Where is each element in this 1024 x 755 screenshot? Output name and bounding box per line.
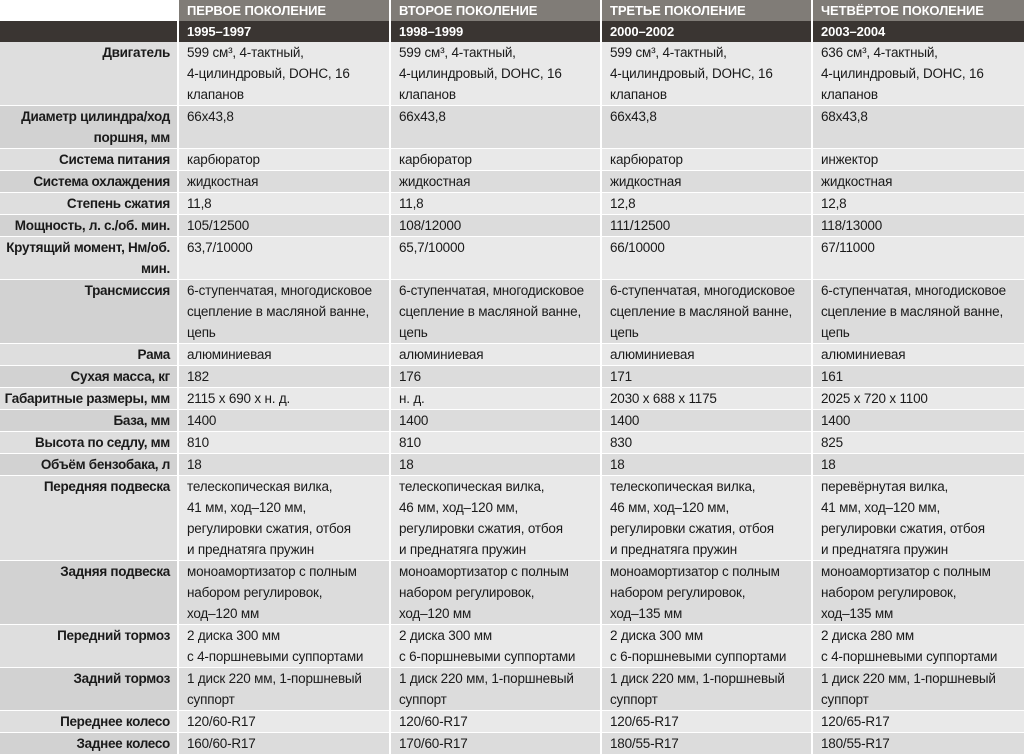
row-label: Задняя подвеска [0,561,178,625]
generation-3-value: 12,8 [601,193,812,215]
generation-3-value: 830 [601,432,812,454]
generation-1-value: 160/60-R17 [178,733,390,755]
generation-2-value: жидкостная [390,171,601,193]
table-row [0,344,1024,366]
generation-1-value: моноамортизатор с полным набором регулировок, ход–120 мм [178,561,390,625]
generation-4-years: 2003–2004 [812,21,1024,42]
row-label: Мощность, л. с./об. мин. [0,215,178,237]
generation-3-value: карбюратор [601,149,812,171]
table-row [0,454,1024,476]
generation-2-value: 66x43,8 [390,106,601,149]
spec-table-body [0,42,1024,755]
generation-4-value: 180/55-R17 [812,733,1024,755]
row-label: Диаметр цилиндра/ход поршня, мм [0,106,178,149]
generation-3-value: 1400 [601,410,812,432]
generation-1-value: телескопическая вилка, 41 мм, ход–120 мм, регулировки сжатия, отбоя и преднатяга пружин [178,476,390,561]
row-label: База, мм [0,410,178,432]
row-label: Трансмиссия [0,280,178,344]
generation-3-value: жидкостная [601,171,812,193]
generation-3-value: 18 [601,454,812,476]
years-corner [0,21,178,42]
table-row [0,733,1024,755]
generation-4-value: 1400 [812,410,1024,432]
generation-3-value: 1 диск 220 мм, 1-поршневый суппорт [601,668,812,711]
row-label: Сухая масса, кг [0,366,178,388]
generation-4-value: алюминиевая [812,344,1024,366]
generation-4-value: 68x43,8 [812,106,1024,149]
generation-1-value: 182 [178,366,390,388]
generation-1-value: алюминиевая [178,344,390,366]
table-row [0,432,1024,454]
generation-1-value: 18 [178,454,390,476]
years-header-row [0,21,1024,42]
generation-4-value: 12,8 [812,193,1024,215]
generation-1-title: ПЕРВОЕ ПОКОЛЕНИЕ [178,0,390,21]
generation-2-value: 170/60-R17 [390,733,601,755]
generation-4-value: 6-ступенчатая, многодисковое сцепление в масляной ванне, цепь [812,280,1024,344]
table-row [0,476,1024,561]
generation-4-value: 636 см³, 4-тактный, 4-цилиндровый, DOHC, 16 клапанов [812,42,1024,106]
row-label: Система охлаждения [0,171,178,193]
generation-1-years: 1995–1997 [178,21,390,42]
generation-2-value: 599 см³, 4-тактный, 4-цилиндровый, DOHC, 16 клапанов [390,42,601,106]
table-row [0,410,1024,432]
row-label: Передняя подвеска [0,476,178,561]
generation-1-value: 66x43,8 [178,106,390,149]
generation-3-value: 120/65-R17 [601,711,812,733]
row-label: Задний тормоз [0,668,178,711]
generation-3-value: 599 см³, 4-тактный, 4-цилиндровый, DOHC, 16 клапанов [601,42,812,106]
generation-2-value: 2 диска 300 мм с 6-поршневыми суппортами [390,625,601,668]
row-label: Крутящий момент, Нм/об. мин. [0,237,178,280]
generation-2-title: ВТОРОЕ ПОКОЛЕНИЕ [390,0,601,21]
generation-2-value: 1 диск 220 мм, 1-поршневый суппорт [390,668,601,711]
generation-1-value: 1 диск 220 мм, 1-поршневый суппорт [178,668,390,711]
generation-4-value: 2025 x 720 x 1100 [812,388,1024,410]
row-label: Переднее колесо [0,711,178,733]
generation-1-value: 1400 [178,410,390,432]
generation-2-value: карбюратор [390,149,601,171]
generation-2-value: 18 [390,454,601,476]
table-row [0,171,1024,193]
generation-4-value: инжектор [812,149,1024,171]
generation-1-value: 120/60-R17 [178,711,390,733]
generation-2-value: 176 [390,366,601,388]
row-label: Система питания [0,149,178,171]
generation-3-value: 111/12500 [601,215,812,237]
table-row [0,193,1024,215]
generation-1-value: жидкостная [178,171,390,193]
generation-4-value: 2 диска 280 мм с 4-поршневыми суппортами [812,625,1024,668]
generation-3-title: ТРЕТЬЕ ПОКОЛЕНИЕ [601,0,812,21]
generation-1-value: 6-ступенчатая, многодисковое сцепление в масляной ванне, цепь [178,280,390,344]
generation-4-value: моноамортизатор с полным набором регулировок, ход–135 мм [812,561,1024,625]
table-row [0,149,1024,171]
generation-3-value: 2 диска 300 мм с 6-поршневыми суппортами [601,625,812,668]
generation-3-value: 66/10000 [601,237,812,280]
table-row [0,106,1024,149]
table-row [0,388,1024,410]
generation-2-value: 1400 [390,410,601,432]
generation-4-value: 67/11000 [812,237,1024,280]
generation-4-value: 118/13000 [812,215,1024,237]
row-label: Заднее колесо [0,733,178,755]
table-row [0,561,1024,625]
generation-4-value: 120/65-R17 [812,711,1024,733]
generation-3-value: алюминиевая [601,344,812,366]
generation-4-value: 161 [812,366,1024,388]
header-corner [0,0,178,21]
generation-3-value: 2030 x 688 x 1175 [601,388,812,410]
generation-2-value: 120/60-R17 [390,711,601,733]
generation-1-value: 105/12500 [178,215,390,237]
generation-2-value: телескопическая вилка, 46 мм, ход–120 мм, регулировки сжатия, отбоя и преднатяга пружин [390,476,601,561]
table-row [0,215,1024,237]
generation-1-value: 63,7/10000 [178,237,390,280]
generation-2-value: 6-ступенчатая, многодисковое сцепление в масляной ванне, цепь [390,280,601,344]
generation-4-title: ЧЕТВЁРТОЕ ПОКОЛЕНИЕ [812,0,1024,21]
row-label: Передний тормоз [0,625,178,668]
generation-1-value: карбюратор [178,149,390,171]
row-label: Высота по седлу, мм [0,432,178,454]
generation-2-value: 108/12000 [390,215,601,237]
generation-2-value: 810 [390,432,601,454]
generation-2-value: н. д. [390,388,601,410]
generation-2-value: 65,7/10000 [390,237,601,280]
generation-3-value: телескопическая вилка, 46 мм, ход–120 мм, регулировки сжатия, отбоя и преднатяга пружин [601,476,812,561]
generation-4-value: жидкостная [812,171,1024,193]
generation-header-row [0,0,1024,21]
generation-1-value: 599 см³, 4-тактный, 4-цилиндровый, DOHC, 16 клапанов [178,42,390,106]
generation-3-value: 180/55-R17 [601,733,812,755]
generation-2-value: моноамортизатор с полным набором регулировок, ход–120 мм [390,561,601,625]
generation-4-value: перевёрнутая вилка, 41 мм, ход–120 мм, регулировки сжатия, отбоя и преднатяга пружин [812,476,1024,561]
table-row [0,237,1024,280]
generation-4-value: 825 [812,432,1024,454]
table-row [0,668,1024,711]
generation-3-value: моноамортизатор с полным набором регулировок, ход–135 мм [601,561,812,625]
table-row [0,366,1024,388]
generation-3-years: 2000–2002 [601,21,812,42]
row-label: Габаритные размеры, мм [0,388,178,410]
table-row [0,711,1024,733]
generation-4-value: 1 диск 220 мм, 1-поршневый суппорт [812,668,1024,711]
generation-4-value: 18 [812,454,1024,476]
generation-3-value: 171 [601,366,812,388]
row-label: Двигатель [0,42,178,106]
table-row [0,280,1024,344]
row-label: Объём бензобака, л [0,454,178,476]
generation-1-value: 11,8 [178,193,390,215]
generation-2-years: 1998–1999 [390,21,601,42]
generation-3-value: 66x43,8 [601,106,812,149]
table-row [0,625,1024,668]
generation-1-value: 2115 x 690 x н. д. [178,388,390,410]
row-label: Рама [0,344,178,366]
generation-1-value: 810 [178,432,390,454]
generation-2-value: 11,8 [390,193,601,215]
row-label: Степень сжатия [0,193,178,215]
table-row [0,42,1024,106]
generation-1-value: 2 диска 300 мм с 4-поршневыми суппортами [178,625,390,668]
generation-3-value: 6-ступенчатая, многодисковое сцепление в масляной ванне, цепь [601,280,812,344]
generation-2-value: алюминиевая [390,344,601,366]
